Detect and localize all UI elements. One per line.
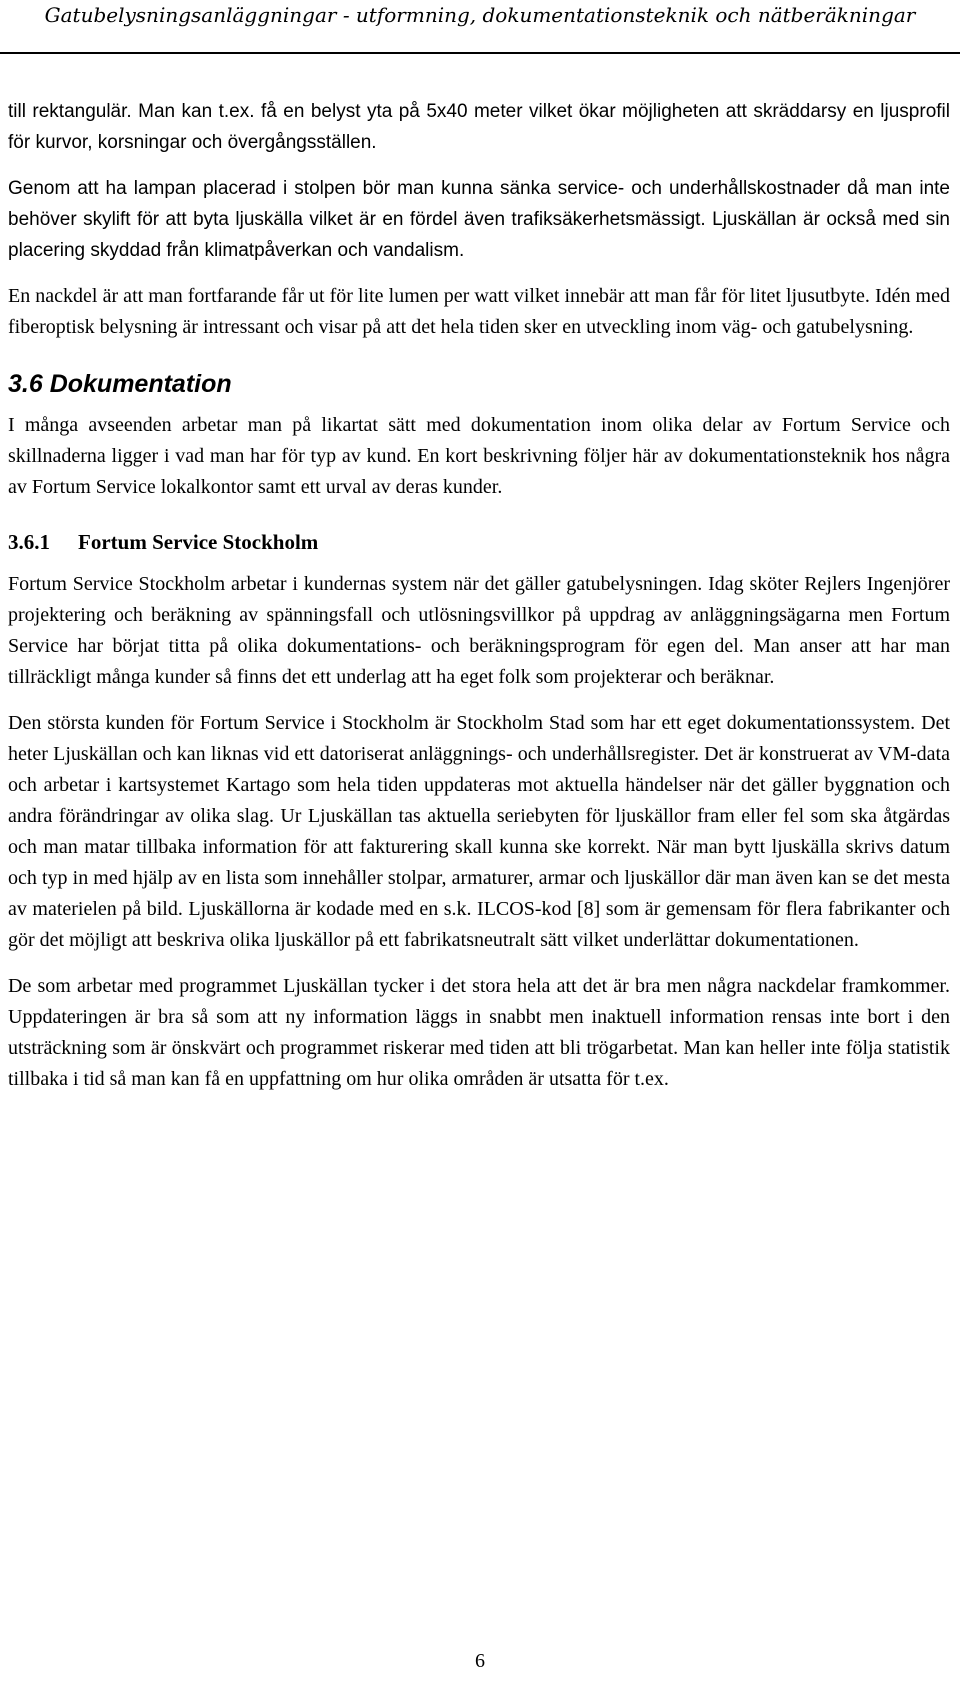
subsection-heading-stockholm	[8, 527, 950, 557]
subsection-title: Fortum Service Stockholm	[78, 530, 319, 554]
running-header: Gatubelysningsanläggningar - utformning, dokumentationsteknik och nätberäkningar	[44, 3, 916, 27]
page-content	[8, 96, 950, 1110]
paragraph-ljuskallan: Den största kunden för Fortum Service i Stockholm är Stockholm Stad som har ett eget dokumentationssystem. Det heter Ljuskällan och kan liknas vid ett datoriserat anläggnings- och underhållsregister. Det är konstruerat av VM-data och arbetar i kartsystemet Kartago som hela tiden uppdateras mot aktuella händelser när det gäller byggnation och andra förändringar av olika slag. Ur Ljuskällan tas aktuella seriebyten för ljuskällor fram eller fel som ska åtgärdas och man matar tillbaka information för att fakturering skall kunna ske korrekt. När man bytt ljuskälla skrivs datum och typ in med hjälp av en lista som innehåller stolpar, armaturer, armar och ljuskällor där man även kan se det mesta av materielen på bild. Ljuskällorna är kodade med en s.k. ILCOS-kod [8] som är gemensam för flera fabrikanter och gör det möjligt att beskriva olika ljuskällor på ett fabrikatsneutralt sätt vilket underlättar dokumentationen.	[8, 712, 950, 951]
paragraph-stockholm-systems: Fortum Service Stockholm arbetar i kundernas system när det gäller gatubelysningen. Idag sköter Rejlers Ingenjörer projektering och beräkning av spänningsfall och utlösningsvillkor på uppdrag av anläggningsägarna men Fortum Service har börjat titta på olika dokumentations- och beräkningsprogram för egen del. Man anser att har man tillräckligt många kunder så finns det ett underlag att ha eget folk som projekterar och beräknar.	[8, 573, 950, 688]
paragraph-lamp-placement-part2: Ljuskällan är också med sin placering skyddad från klimatpåverkan och vandalism.	[8, 209, 951, 261]
paragraph-documentation-intro: I många avseenden arbetar man på likartat sätt med dokumentation inom olika delar av Fortum Service och skillnaderna ligger i vad man har för typ av kund. En kort beskrivning följer här av dokumentationsteknik hos några av Fortum Service lokalkontor samt ett urval av deras kunder.	[8, 414, 950, 498]
subsection-number: 3.6.1	[8, 530, 50, 554]
paragraph-lamp-placement	[8, 173, 950, 266]
header-rule	[0, 52, 960, 54]
paragraph-continuation: till rektangulär. Man kan t.ex. få en belyst yta på 5x40 meter vilket ökar möjligheten att skräddarsy en ljusprofil för kurvor, korsningar och övergångsställen.	[8, 101, 950, 153]
section-heading-dokumentation: 3.6 Dokumentation	[8, 370, 232, 398]
paragraph-drawback: En nackdel är att man fortfarande får ut för lite lumen per watt vilket innebär att man får för litet ljusutbyte. Idén med fiberoptisk belysning är intressant och visar på att det hela tiden sker en utveckling inom väg- och gatubelysning.	[8, 285, 950, 338]
paragraph-lamp-placement-part1: Genom att ha lampan placerad i stolpen bör man kunna sänka service- och underhållskostnader då man inte behöver skylift för att byta ljuskälla vilket är en fördel även trafiksäkerhetsmässigt.	[8, 178, 950, 230]
paragraph-user-feedback: De som arbetar med programmet Ljuskällan tycker i det stora hela att det är bra men några nackdelar framkommer. Uppdateringen är bra så som att ny information läggs in snabbt men inaktuell information rensas inte bort i den utsträckning som är önskvärt och programmet riskerar med tiden att bli trögarbetat. Man kan heller inte följa statistik tillbaka i tid så man kan få en uppfattning om hur olika områden är utsatta för t.ex.	[8, 975, 950, 1090]
page-number: 6	[475, 1650, 485, 1672]
